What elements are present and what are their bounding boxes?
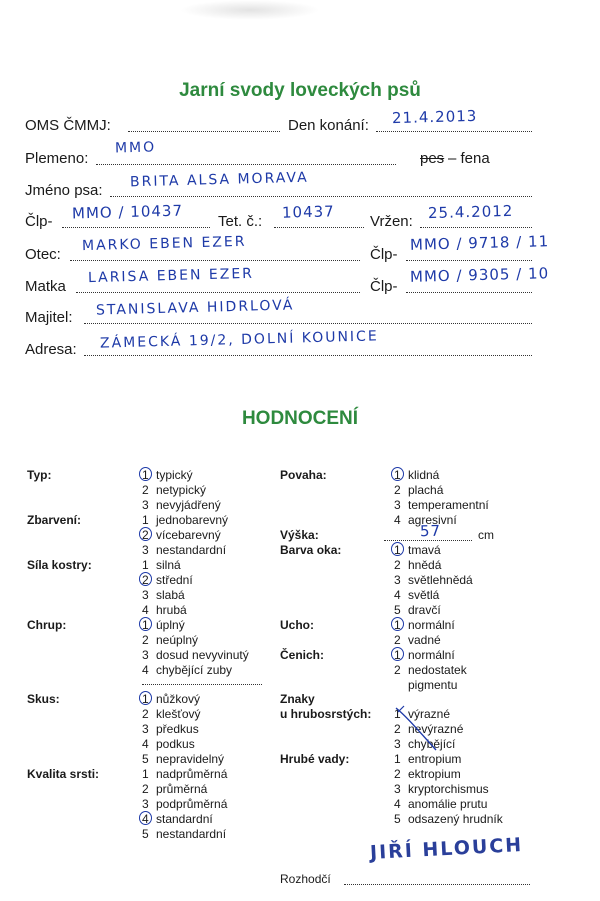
vady-option-1[interactable]: 1 entropium [394,752,462,766]
matka-line[interactable] [76,292,360,293]
srst-option-2[interactable]: 2 průměrná [142,782,208,796]
typ-option-1[interactable]: 1 typický [142,468,193,482]
barva-option-1[interactable]: 1 tmavá [394,543,441,557]
vrzen-label: Vržen: [370,213,413,230]
skus-option-5[interactable]: 5 nepravidelný [142,752,225,766]
fena-label: – fena [448,150,490,167]
chrup-option-2[interactable]: 2 neúplný [142,633,199,647]
jmeno-value: BRITA ALSA MORAVA [129,169,309,191]
plemeno-label: Plemeno: [25,150,89,167]
povaha-option-1[interactable]: 1 klidná [394,468,439,482]
znaky-option-1[interactable]: 1 výrazné [394,707,451,721]
srst-option-4[interactable]: 4 standardní [142,812,213,826]
clp-value: MMO / 10437 [71,201,184,223]
ucho-option-1[interactable]: 1 normální [394,618,455,632]
vyska-unit: cm [478,528,494,542]
matka-clp-label: Člp- [370,278,398,295]
chrup-label: Chrup: [27,618,67,632]
oms-label: OMS ČMMJ: [25,117,111,134]
sila-option-2[interactable]: 2 střední [142,573,193,587]
judge-signature: JIŘÍ HLOUCH [369,834,524,864]
rozhodci-label: Rozhodčí [280,872,331,886]
vyska-line[interactable] [384,540,472,541]
vady-option-2[interactable]: 2 ektropium [394,767,461,781]
vady-option-5[interactable]: 5 odsazený hrudník [394,812,503,826]
matka-clp-line[interactable] [406,292,532,293]
barva-label: Barva oka: [280,543,342,557]
scan-artifact [180,0,320,20]
chrup-line[interactable] [142,684,262,685]
section-title: HODNOCENÍ [241,408,359,429]
otec-line[interactable] [70,260,360,261]
skus-label: Skus: [27,692,60,706]
povaha-label: Povaha: [280,468,327,482]
ucho-option-2[interactable]: 2 vadné [394,633,441,647]
sila-option-1[interactable]: 1 silná [142,558,181,572]
vyska-value: 57 [419,521,442,541]
den-value: 21.4.2013 [391,106,478,128]
skus-option-3[interactable]: 3 předkus [142,722,199,736]
matka-label: Matka [25,278,66,295]
matka-value: LARISA EBEN EZER [87,265,255,287]
plemeno-line[interactable] [96,164,396,165]
povaha-option-3[interactable]: 3 temperamentní [394,498,489,512]
vrzen-value: 25.4.2012 [427,201,514,223]
adresa-line[interactable] [84,355,532,356]
barva-option-2[interactable]: 2 hnědá [394,558,442,572]
povaha-option-4[interactable]: 4 agresivní [394,513,457,527]
majitel-line[interactable] [84,323,532,324]
skus-option-1[interactable]: 1 nůžkový [142,692,200,706]
ucho-label: Ucho: [280,618,314,632]
povaha-option-2[interactable]: 2 plachá [394,483,444,497]
barva-option-3[interactable]: 3 světlehnědá [394,573,473,587]
otec-value: MARKO EBEN EZER [81,233,247,255]
srst-label: Kvalita srsti: [27,767,100,781]
otec-label: Otec: [25,246,61,263]
cenich-option-1[interactable]: 1 normální [394,648,455,662]
cenich-label: Čenich: [280,648,325,662]
cenich-option-2-cont: pigmentu [408,678,458,692]
skus-option-2[interactable]: 2 klešťový [142,707,201,721]
znaky-strike-mark [392,704,452,754]
vady-option-3[interactable]: 3 kryptorchismus [394,782,489,796]
typ-option-2[interactable]: 2 netypický [142,483,207,497]
adresa-value: ZÁMECKÁ 19/2, DOLNÍ KOUNICE [99,328,379,352]
typ-label: Typ: [27,468,52,482]
zbarveni-label: Zbarvení: [27,513,82,527]
oms-line[interactable] [128,131,280,132]
chrup-option-4[interactable]: 4 chybějící zuby [142,663,233,677]
plemeno-value: MMO [114,139,157,157]
zbarveni-option-2[interactable]: 2 vícebarevný [142,528,221,542]
jmeno-line[interactable] [110,196,532,197]
tet-label: Tet. č.: [218,213,263,230]
srst-option-5[interactable]: 5 nestandardní [142,827,227,841]
znaky-option-3[interactable]: 3 chybějící [394,737,456,751]
rozhodci-line[interactable] [344,884,530,885]
otec-clp-value: MMO / 9718 / 11 [409,232,550,254]
majitel-value: STANISLAVA HIDRLOVÁ [95,297,295,319]
otec-clp-label: Člp- [370,246,398,263]
den-line[interactable] [376,131,532,132]
otec-clp-line[interactable] [406,260,532,261]
znaky-label-1: Znaky [280,692,315,706]
vady-label: Hrubé vady: [280,752,350,766]
sila-option-3[interactable]: 3 slabá [142,588,185,602]
clp-line[interactable] [62,227,210,228]
sila-label: Síla kostry: [27,558,92,572]
tet-value: 10437 [281,202,335,222]
vady-option-4[interactable]: 4 anomálie prutu [394,797,488,811]
srst-option-3[interactable]: 3 podprůměrná [142,797,228,811]
vrzen-line[interactable] [420,227,532,228]
zbarveni-option-3[interactable]: 3 nestandardní [142,543,227,557]
barva-option-5[interactable]: 5 dravčí [394,603,441,617]
clp-label: Člp- [25,213,53,230]
znaky-label-2: u hrubosrstých: [280,707,372,721]
vyska-label: Výška: [280,528,319,542]
jmeno-label: Jméno psa: [25,182,103,199]
form-title: Jarní svody loveckých psů [179,80,421,101]
majitel-label: Majitel: [25,309,73,326]
skus-option-4[interactable]: 4 podkus [142,737,195,751]
chrup-option-3[interactable]: 3 dosud nevyvinutý [142,648,249,662]
sila-option-4[interactable]: 4 hrubá [142,603,187,617]
pes-label: pes [420,150,445,167]
znaky-option-2[interactable]: 2 nevýrazné [394,722,464,736]
srst-option-1[interactable]: 1 nadprůměrná [142,767,228,781]
cenich-option-2[interactable]: 2 nedostatek [394,663,467,677]
tet-line[interactable] [274,227,364,228]
chrup-option-1[interactable]: 1 úplný [142,618,185,632]
typ-option-3[interactable]: 3 nevyjádřený [142,498,221,512]
den-label: Den konání: [288,117,369,134]
adresa-label: Adresa: [25,341,77,358]
zbarveni-option-1[interactable]: 1 jednobarevný [142,513,229,527]
barva-option-4[interactable]: 4 světlá [394,588,440,602]
matka-clp-value: MMO / 9305 / 10 [409,264,550,286]
